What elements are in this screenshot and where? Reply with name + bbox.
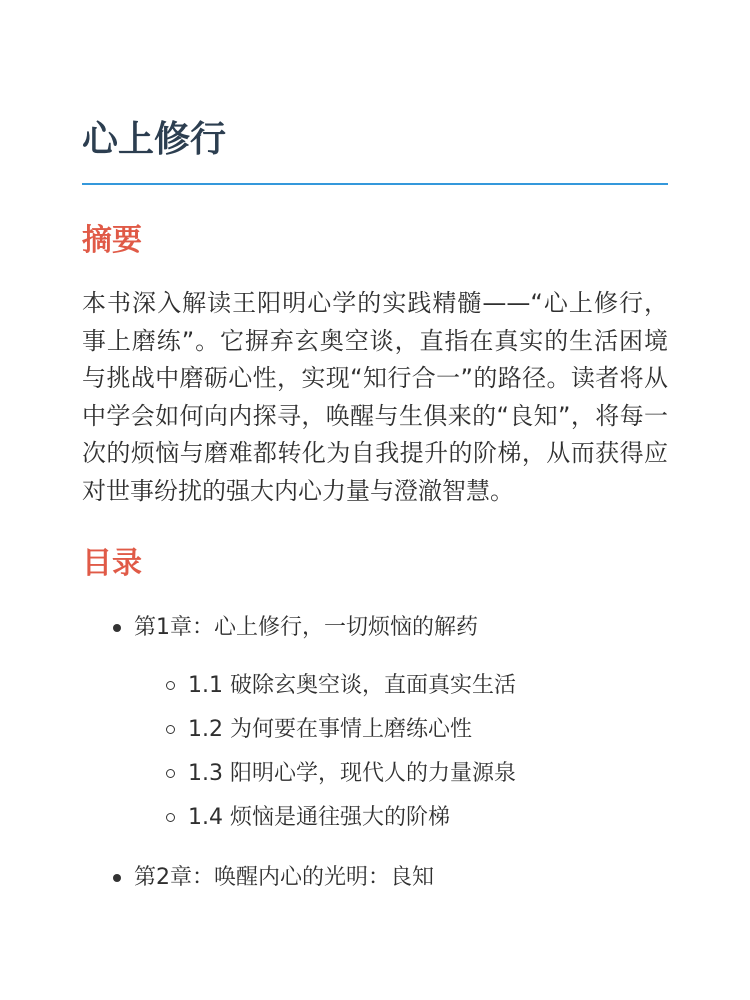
section-title: 1.1 破除玄奥空谈，直面真实生活: [188, 673, 516, 698]
hollow-bullet-icon: [166, 813, 175, 822]
toc-chapter: [82, 856, 668, 900]
hollow-bullet-icon: [166, 769, 175, 778]
section-title: 1.2 为何要在事情上磨练心性: [188, 717, 472, 742]
hollow-bullet-icon: [166, 681, 175, 690]
abstract-text: 本书深入解读王阳明心学的实践精髓——“心上修行，事上磨练”。它摒弃玄奥空谈，直指在真实的生活困境与挑战中磨砺心性，实现“知行合一”的路径。读者将从中学会如何向内探寻，唤醒与生俱来的“良知”，将每一次的烦恼与磨难都转化为自我提升的阶梯，从而获得应对世事纷扰的强大内心力量与澄澈智慧。: [82, 289, 668, 505]
chapter-title: 第1章：心上修行，一切烦恼的解药: [134, 615, 478, 640]
page-title: 心上修行: [82, 119, 227, 160]
toc-section: [134, 752, 668, 796]
chapter-title: 第2章：唤醒内心的光明：良知: [134, 865, 434, 890]
document-page: [82, 110, 668, 900]
toc-list: [82, 606, 668, 900]
filled-bullet-icon: [113, 624, 121, 632]
toc-heading: 目录: [82, 546, 142, 581]
section-title: 1.3 阳明心学，现代人的力量源泉: [188, 761, 516, 786]
toc-section: [134, 796, 668, 840]
abstract-heading: 摘要: [82, 223, 142, 258]
title-divider: [82, 183, 668, 185]
toc-chapter: [82, 606, 668, 840]
toc-section: [134, 664, 668, 708]
toc-section-list: [134, 664, 668, 840]
hollow-bullet-icon: [166, 725, 175, 734]
section-title: 1.4 烦恼是通往强大的阶梯: [188, 805, 450, 830]
toc-section: [134, 708, 668, 752]
filled-bullet-icon: [113, 874, 121, 882]
